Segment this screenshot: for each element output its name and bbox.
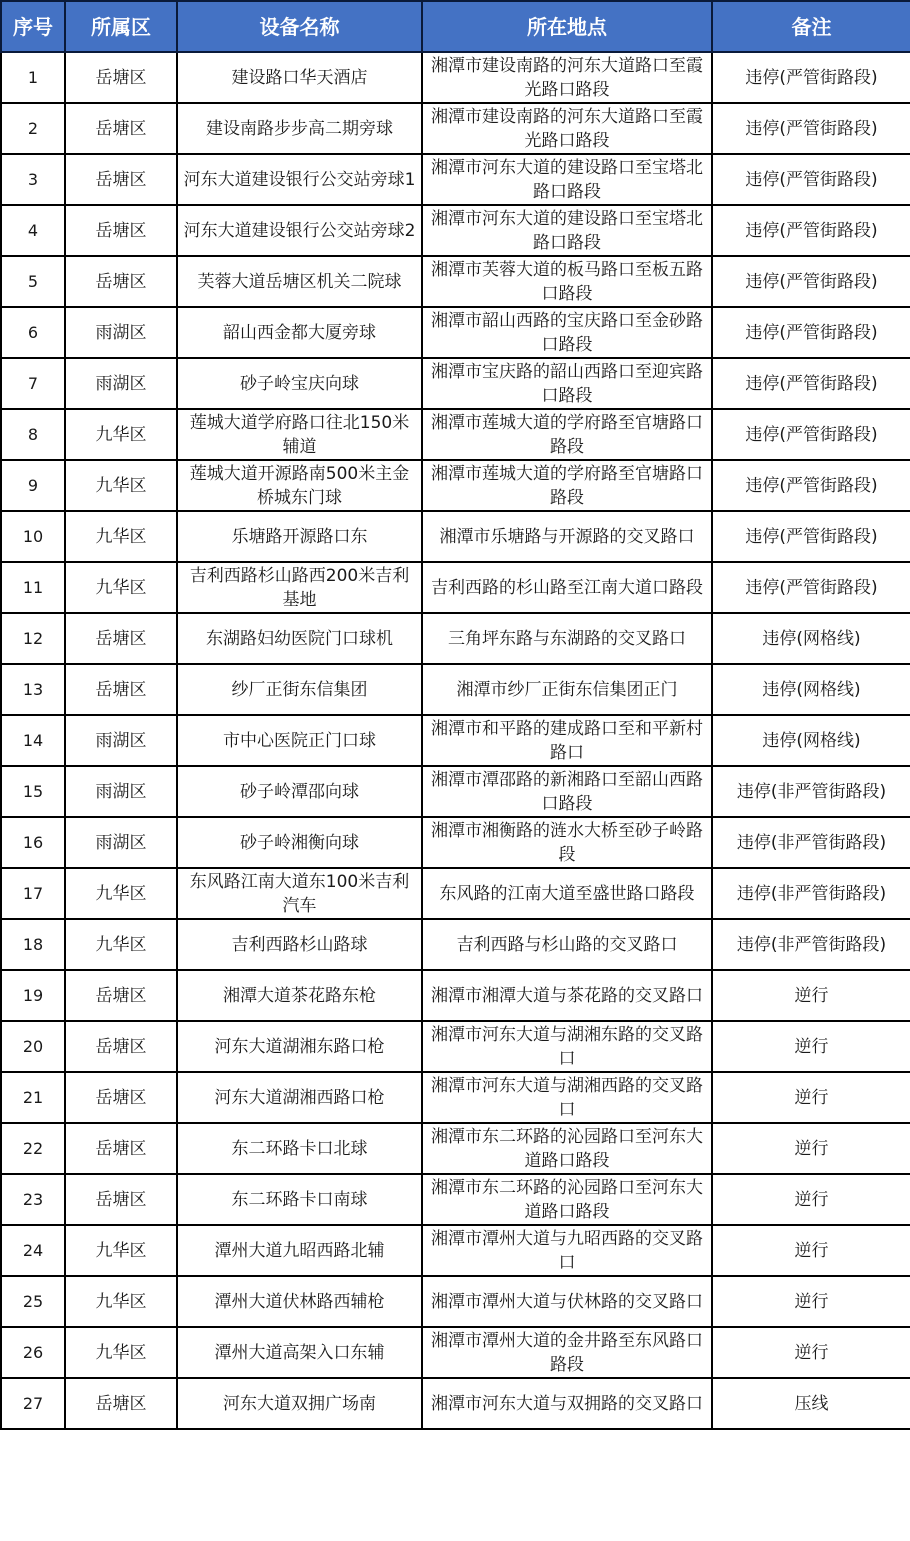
table-row	[1, 562, 910, 613]
cell-device-name: 砂子岭潭邵向球	[177, 766, 422, 817]
cell-index: 13	[1, 664, 65, 715]
table-row	[1, 307, 910, 358]
cell-index: 27	[1, 1378, 65, 1429]
table-row	[1, 154, 910, 205]
cell-note: 违停(非严管街路段)	[712, 919, 910, 970]
cell-device-name: 河东大道建设银行公交站旁球2	[177, 205, 422, 256]
cell-index: 14	[1, 715, 65, 766]
cell-location: 湘潭市河东大道的建设路口至宝塔北路口路段	[422, 205, 712, 256]
table-row	[1, 205, 910, 256]
cell-index: 20	[1, 1021, 65, 1072]
cell-location: 湘潭市建设南路的河东大道路口至霞光路口路段	[422, 103, 712, 154]
cell-device-name: 建设路口华天酒店	[177, 52, 422, 103]
header-device-name: 设备名称	[177, 1, 422, 52]
cell-district: 雨湖区	[65, 358, 177, 409]
table-row	[1, 1225, 910, 1276]
cell-note: 违停(非严管街路段)	[712, 766, 910, 817]
cell-note: 压线	[712, 1378, 910, 1429]
cell-district: 雨湖区	[65, 715, 177, 766]
table-row	[1, 358, 910, 409]
cell-index: 21	[1, 1072, 65, 1123]
cell-note: 违停(网格线)	[712, 664, 910, 715]
table-row	[1, 460, 910, 511]
table-row	[1, 613, 910, 664]
table-row	[1, 1021, 910, 1072]
header-district: 所属区	[65, 1, 177, 52]
cell-district: 雨湖区	[65, 766, 177, 817]
cell-device-name: 莲城大道学府路口往北150米辅道	[177, 409, 422, 460]
header-note: 备注	[712, 1, 910, 52]
table-row	[1, 868, 910, 919]
cell-location: 湘潭市潭州大道与伏林路的交叉路口	[422, 1276, 712, 1327]
cell-location: 湘潭市东二环路的沁园路口至河东大道路口路段	[422, 1123, 712, 1174]
cell-device-name: 建设南路步步高二期旁球	[177, 103, 422, 154]
cell-note: 逆行	[712, 970, 910, 1021]
cell-location: 湘潭市莲城大道的学府路至官塘路口路段	[422, 460, 712, 511]
cell-note: 违停(非严管街路段)	[712, 817, 910, 868]
cell-district: 九华区	[65, 1225, 177, 1276]
cell-device-name: 河东大道建设银行公交站旁球1	[177, 154, 422, 205]
cell-location: 湘潭市河东大道的建设路口至宝塔北路口路段	[422, 154, 712, 205]
table-row	[1, 409, 910, 460]
table-row	[1, 1276, 910, 1327]
cell-index: 19	[1, 970, 65, 1021]
cell-device-name: 河东大道湖湘西路口枪	[177, 1072, 422, 1123]
cell-note: 违停(严管街路段)	[712, 154, 910, 205]
header-location: 所在地点	[422, 1, 712, 52]
table-row	[1, 1174, 910, 1225]
cell-location: 湘潭市潭邵路的新湘路口至韶山西路口路段	[422, 766, 712, 817]
cell-location: 湘潭市芙蓉大道的板马路口至板五路口路段	[422, 256, 712, 307]
cell-location: 吉利西路的杉山路至江南大道口路段	[422, 562, 712, 613]
cell-location: 东风路的江南大道至盛世路口路段	[422, 868, 712, 919]
cell-index: 15	[1, 766, 65, 817]
cell-district: 九华区	[65, 409, 177, 460]
cell-device-name: 河东大道双拥广场南	[177, 1378, 422, 1429]
cell-device-name: 砂子岭宝庆向球	[177, 358, 422, 409]
cell-district: 岳塘区	[65, 154, 177, 205]
cell-index: 10	[1, 511, 65, 562]
cell-index: 17	[1, 868, 65, 919]
cell-location: 湘潭市潭州大道与九昭西路的交叉路口	[422, 1225, 712, 1276]
cell-device-name: 河东大道湖湘东路口枪	[177, 1021, 422, 1072]
cell-device-name: 芙蓉大道岳塘区机关二院球	[177, 256, 422, 307]
cell-device-name: 潭州大道高架入口东辅	[177, 1327, 422, 1378]
table-row	[1, 664, 910, 715]
cell-note: 违停(严管街路段)	[712, 52, 910, 103]
cell-note: 违停(非严管街路段)	[712, 868, 910, 919]
cell-location: 湘潭市河东大道与双拥路的交叉路口	[422, 1378, 712, 1429]
cell-index: 24	[1, 1225, 65, 1276]
table-row	[1, 103, 910, 154]
table-row	[1, 1378, 910, 1429]
cell-district: 岳塘区	[65, 52, 177, 103]
cell-index: 8	[1, 409, 65, 460]
table-row	[1, 1072, 910, 1123]
cell-device-name: 东二环路卡口南球	[177, 1174, 422, 1225]
cell-location: 湘潭市纱厂正街东信集团正门	[422, 664, 712, 715]
cell-index: 26	[1, 1327, 65, 1378]
cell-index: 7	[1, 358, 65, 409]
cell-district: 九华区	[65, 1276, 177, 1327]
cell-note: 违停(严管街路段)	[712, 256, 910, 307]
cell-district: 九华区	[65, 1327, 177, 1378]
cell-location: 湘潭市建设南路的河东大道路口至霞光路口路段	[422, 52, 712, 103]
cell-district: 岳塘区	[65, 1123, 177, 1174]
cell-device-name: 韶山西金都大厦旁球	[177, 307, 422, 358]
cell-device-name: 乐塘路开源路口东	[177, 511, 422, 562]
cell-district: 岳塘区	[65, 1072, 177, 1123]
cell-note: 违停(严管街路段)	[712, 307, 910, 358]
cell-location: 湘潭市潭州大道的金井路至东风路口路段	[422, 1327, 712, 1378]
cell-district: 九华区	[65, 511, 177, 562]
cell-location: 湘潭市湘潭大道与茶花路的交叉路口	[422, 970, 712, 1021]
cell-note: 逆行	[712, 1276, 910, 1327]
cell-index: 12	[1, 613, 65, 664]
cell-note: 逆行	[712, 1174, 910, 1225]
cell-location: 湘潭市莲城大道的学府路至官塘路口路段	[422, 409, 712, 460]
cell-location: 吉利西路与杉山路的交叉路口	[422, 919, 712, 970]
cell-note: 逆行	[712, 1225, 910, 1276]
cell-device-name: 莲城大道开源路南500米主金桥城东门球	[177, 460, 422, 511]
cell-location: 三角坪东路与东湖路的交叉路口	[422, 613, 712, 664]
cell-index: 11	[1, 562, 65, 613]
cell-note: 逆行	[712, 1123, 910, 1174]
cell-note: 违停(严管街路段)	[712, 103, 910, 154]
table-row	[1, 1327, 910, 1378]
cell-index: 6	[1, 307, 65, 358]
cell-district: 岳塘区	[65, 103, 177, 154]
cell-district: 九华区	[65, 460, 177, 511]
cell-note: 违停(严管街路段)	[712, 511, 910, 562]
cell-device-name: 市中心医院正门口球	[177, 715, 422, 766]
cell-index: 3	[1, 154, 65, 205]
cell-index: 22	[1, 1123, 65, 1174]
cell-district: 九华区	[65, 562, 177, 613]
cell-device-name: 潭州大道九昭西路北辅	[177, 1225, 422, 1276]
cell-district: 岳塘区	[65, 256, 177, 307]
cell-index: 16	[1, 817, 65, 868]
cell-location: 湘潭市河东大道与湖湘西路的交叉路口	[422, 1072, 712, 1123]
cell-index: 25	[1, 1276, 65, 1327]
cell-district: 岳塘区	[65, 664, 177, 715]
cell-device-name: 东风路江南大道东100米吉利汽车	[177, 868, 422, 919]
table-row	[1, 766, 910, 817]
cell-note: 逆行	[712, 1072, 910, 1123]
cell-device-name: 吉利西路杉山路球	[177, 919, 422, 970]
cell-district: 岳塘区	[65, 1174, 177, 1225]
table-row	[1, 1123, 910, 1174]
header-index: 序号	[1, 1, 65, 52]
cell-note: 违停(网格线)	[712, 715, 910, 766]
cell-device-name: 东湖路妇幼医院门口球机	[177, 613, 422, 664]
cell-index: 1	[1, 52, 65, 103]
table-row	[1, 511, 910, 562]
cell-device-name: 东二环路卡口北球	[177, 1123, 422, 1174]
cell-district: 岳塘区	[65, 1021, 177, 1072]
cell-district: 九华区	[65, 919, 177, 970]
cell-district: 岳塘区	[65, 613, 177, 664]
cell-district: 雨湖区	[65, 817, 177, 868]
cell-district: 雨湖区	[65, 307, 177, 358]
cell-note: 逆行	[712, 1021, 910, 1072]
cell-location: 湘潭市湘衡路的涟水大桥至砂子岭路段	[422, 817, 712, 868]
cell-district: 岳塘区	[65, 970, 177, 1021]
cell-location: 湘潭市宝庆路的韶山西路口至迎宾路口路段	[422, 358, 712, 409]
table-body	[1, 52, 910, 1429]
cell-district: 九华区	[65, 868, 177, 919]
cell-location: 湘潭市乐塘路与开源路的交叉路口	[422, 511, 712, 562]
cell-note: 逆行	[712, 1327, 910, 1378]
cell-note: 违停(严管街路段)	[712, 205, 910, 256]
table-row	[1, 256, 910, 307]
cell-index: 18	[1, 919, 65, 970]
table-header-row	[1, 1, 910, 52]
cell-index: 9	[1, 460, 65, 511]
cell-device-name: 砂子岭湘衡向球	[177, 817, 422, 868]
cell-note: 违停(严管街路段)	[712, 562, 910, 613]
cell-district: 岳塘区	[65, 1378, 177, 1429]
cell-district: 岳塘区	[65, 205, 177, 256]
cell-location: 湘潭市韶山西路的宝庆路口至金砂路口路段	[422, 307, 712, 358]
cell-index: 4	[1, 205, 65, 256]
cell-index: 2	[1, 103, 65, 154]
cell-index: 23	[1, 1174, 65, 1225]
table-row	[1, 919, 910, 970]
cell-note: 违停(严管街路段)	[712, 460, 910, 511]
cell-location: 湘潭市东二环路的沁园路口至河东大道路口路段	[422, 1174, 712, 1225]
table-row	[1, 52, 910, 103]
cell-location: 湘潭市河东大道与湖湘东路的交叉路口	[422, 1021, 712, 1072]
cell-location: 湘潭市和平路的建成路口至和平新村路口	[422, 715, 712, 766]
cell-device-name: 吉利西路杉山路西200米吉利基地	[177, 562, 422, 613]
table-row	[1, 817, 910, 868]
cell-device-name: 潭州大道伏林路西辅枪	[177, 1276, 422, 1327]
table-row	[1, 970, 910, 1021]
cell-note: 违停(严管街路段)	[712, 409, 910, 460]
cell-device-name: 纱厂正街东信集团	[177, 664, 422, 715]
cell-index: 5	[1, 256, 65, 307]
cell-device-name: 湘潭大道茶花路东枪	[177, 970, 422, 1021]
table-row	[1, 715, 910, 766]
cell-note: 违停(网格线)	[712, 613, 910, 664]
cell-note: 违停(严管街路段)	[712, 358, 910, 409]
